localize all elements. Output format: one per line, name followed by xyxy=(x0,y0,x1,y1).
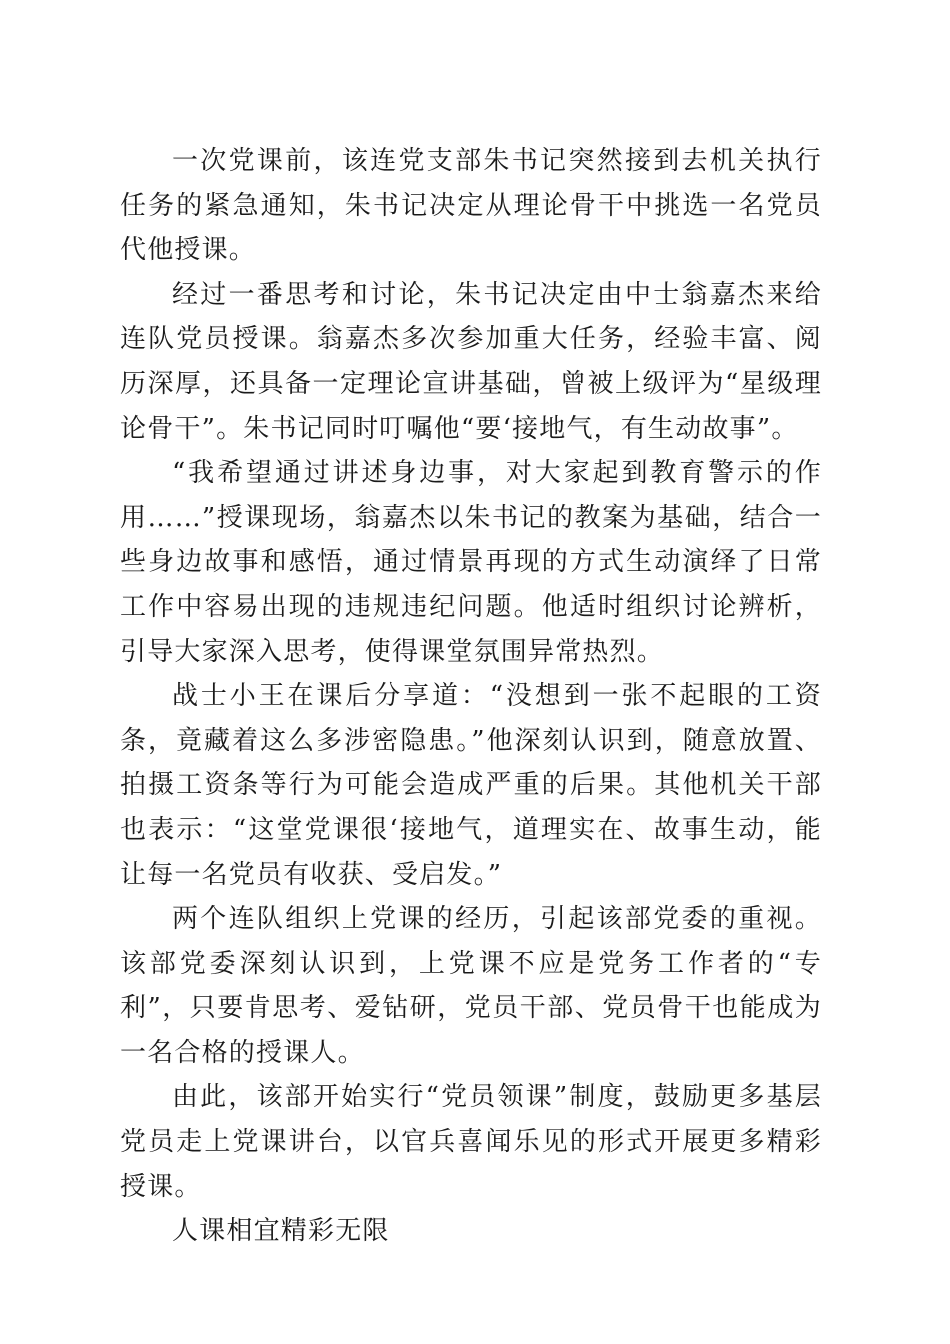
paragraph-2: 经过一番思考和讨论，朱书记决定由中士翁嘉杰来给连队党员授课。翁嘉杰多次参加重大任务，经验丰富、阅历深厚，还具备一定理论宣讲基础，曾被上级评为“星级理论骨干”。朱书记同时叮嘱他“要‘接地气，有生动故事”。 xyxy=(120,279,822,444)
paragraph-1: 一次党课前，该连党支部朱书记突然接到去机关执行任务的紧急通知，朱书记决定从理论骨干中挑选一名党员代他授课。 xyxy=(120,146,822,266)
document-body xyxy=(120,139,822,1254)
paragraph-4: 战士小王在课后分享道：“没想到一张不起眼的工资条，竟藏着这么多涉密隐患。”他深刻认识到，随意放置、拍摄工资条等行为可能会造成严重的后果。其他机关干部也表示：“这堂党课很‘接地气，道理实在、故事生动，能让每一名党员有收获、受启发。” xyxy=(120,681,822,890)
paragraph-6: 由此，该部开始实行“党员领课”制度，鼓励更多基层党员走上党课讲台，以官兵喜闻乐见的形式开展更多精彩授课。 xyxy=(120,1082,822,1202)
paragraph-3: “我希望通过讲述身边事，对大家起到教育警示的作用……”授课现场，翁嘉杰以朱书记的教案为基础，结合一些身边故事和感悟，通过情景再现的方式生动演绎了日常工作中容易出现的违规违纪问题。他适时组织讨论辨析，引导大家深入思考，使得课堂氛围异常热烈。 xyxy=(120,458,822,667)
paragraph-5: 两个连队组织上党课的经历，引起该部党委的重视。该部党委深刻认识到，上党课不应是党务工作者的“专利”，只要肯思考、爱钻研，党员干部、党员骨干也能成为一名合格的授课人。 xyxy=(120,904,822,1068)
section-heading: 人课相宜精彩无限 xyxy=(172,1216,390,1247)
